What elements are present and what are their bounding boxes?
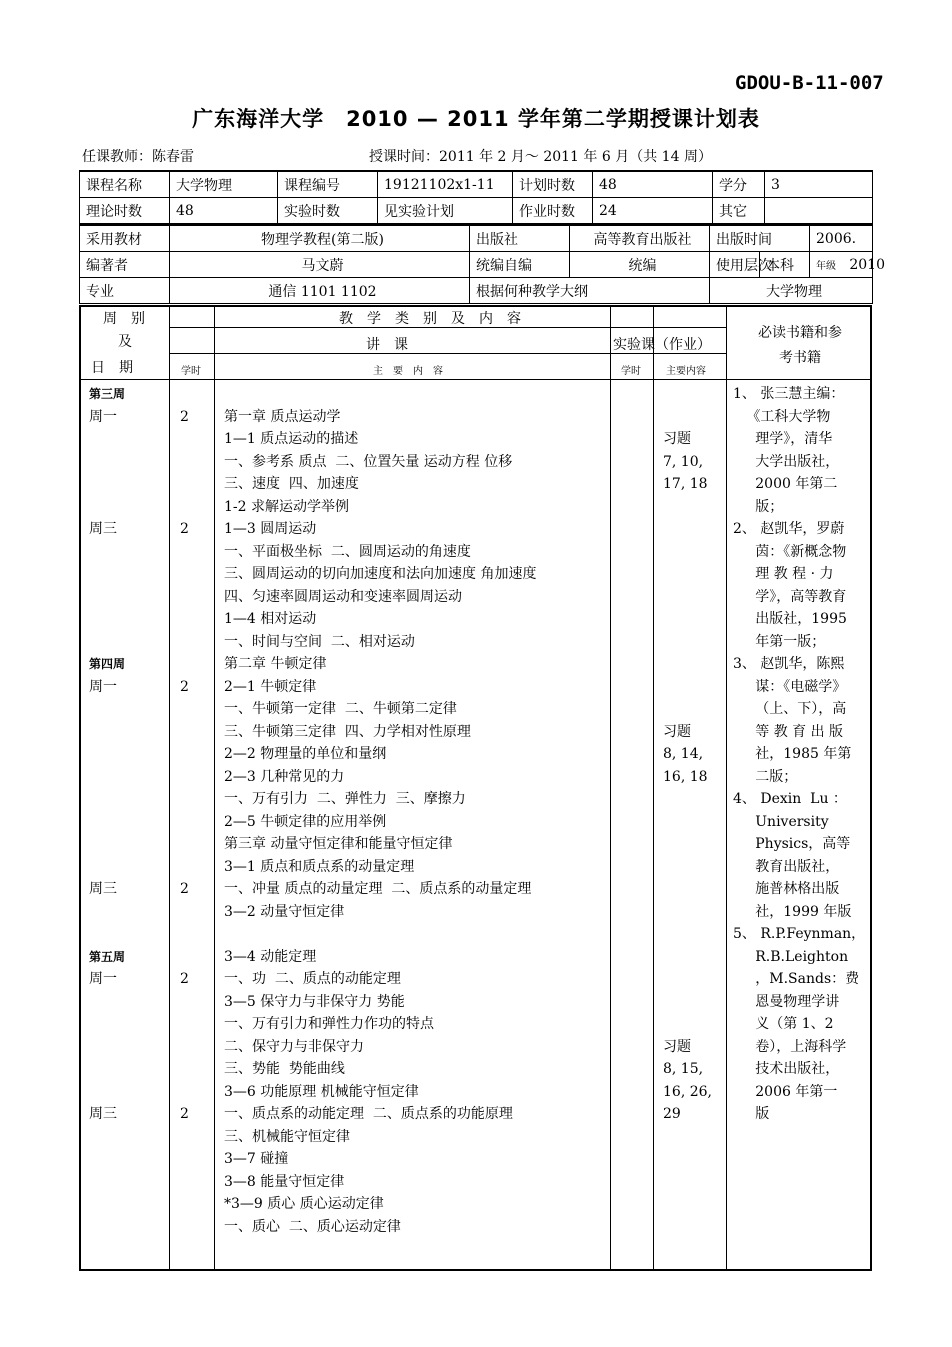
- info-cell: 大学物理: [170, 171, 278, 198]
- date-column: [89, 383, 125, 1126]
- date-line: 周三: [89, 1106, 117, 1122]
- document-code: GDOU-B-11-007: [735, 72, 884, 94]
- info-cell: 课程名称: [80, 171, 170, 198]
- page-title: 广东海洋大学 2010 — 2011 学年第二学期授课计划表: [192, 107, 760, 131]
- info-cell: 实验时数: [278, 198, 378, 224]
- content-header: 主 要 内 容: [373, 366, 443, 377]
- info-cell: 出版时间: [710, 225, 810, 252]
- lab-header: 实验课（作业）: [613, 337, 711, 353]
- info-cell: 根据何种教学大纲: [470, 278, 710, 304]
- textbook-table: [79, 224, 885, 304]
- info-cell: 学分: [713, 171, 765, 198]
- info-cell: 课程编号: [278, 171, 378, 198]
- category-header: 教 学 类 别 及 内 容: [339, 311, 521, 327]
- info-cell: 其它: [713, 198, 765, 224]
- hours-header: 学时: [181, 366, 201, 377]
- info-cell: 作业时数: [513, 198, 593, 224]
- column-divider: [214, 307, 215, 1269]
- info-cell: 理论时数: [80, 198, 170, 224]
- date-line: 周一: [89, 678, 117, 695]
- week-header: 周 别: [103, 311, 145, 327]
- info-cell: 采用教材: [80, 225, 170, 252]
- date-line: 周一: [89, 408, 117, 425]
- column-divider: [169, 307, 170, 1269]
- info-row-2: [80, 198, 873, 224]
- info-cell: 本科: [760, 252, 810, 278]
- books-header: 必读书籍和参考书籍: [758, 325, 842, 366]
- time-label: 授课时间：2011 年 2 月～ 2011 年 6 月（共 14 周）: [369, 149, 712, 165]
- info-cell: 年级 2010: [810, 252, 873, 278]
- course-info-table: [79, 170, 873, 224]
- lab-content-column: 习题 7, 10, 17, 18 习题 8, 14, 16, 18 习题 8, 15, 16, 26, 29: [663, 431, 712, 1122]
- date-line: 第三周: [89, 387, 126, 401]
- column-divider: [653, 307, 654, 1269]
- lab-content-header: 主要内容: [666, 366, 706, 377]
- books-column: 1、 张三慧主编： 《工科大学物 理学》，清华 大学出版社， 2000 年第二 版； 2、 赵凯华，罗蔚 茵：《新概念物 理 教 程 · 力 学》，高等教育 出版社，1995 年第一版； 3、 赵凯华，陈熙 谋：《电磁学》 （上、下），高 等 教 育 出 版 社，1985 年第 二版； 4、 Dexin Lu ： University Physics，高等 教育出版社， 施普林格出版 社，1999 年版 5、 R.P.Feynman， R.B.Leighton ，M.Sands：费 恩曼物理学讲 义（第 1、2 卷），上海科学 技术出版社， 2006 年第一 版: [733, 386, 866, 1122]
- column-divider: [610, 307, 611, 1269]
- date-line: 周三: [89, 521, 117, 537]
- lab-hours-header: 学时: [621, 366, 641, 377]
- hours-column: 2 2 2 2 2 2: [180, 408, 189, 1122]
- info-cell: 3: [765, 171, 873, 198]
- info-cell: 出版社: [470, 225, 570, 252]
- schedule-table: [79, 305, 872, 1271]
- info-row-4: [80, 252, 873, 278]
- info-cell: 马文蔚: [170, 252, 470, 278]
- week-header: 及: [118, 334, 132, 350]
- info-row-5: [80, 278, 873, 304]
- info-row-3: [80, 225, 873, 252]
- date-line: 第五周: [89, 949, 126, 964]
- info-cell: 大学物理: [710, 278, 873, 304]
- content-column: 第一章 质点运动学 1—1 质点运动的描述 一、参考系 质点 二、位置矢量 运动方程 位移 三、速度 四、加速度 1-2 求解运动学举例 1—3 圆周运动 一、平面极坐标 二、圆周运动的角速度 三、圆周运动的切向加速度和法向加速度 角加速度 四、匀速率圆周运动和变速率圆周运动 1—4 相对运动 一、时间与空间 二、相对运动 第二章 牛顿定律 2—1 牛顿定律 一、牛顿第一定律 二、牛顿第二定律 三、牛顿第三定律 四、力学相对性原理 2—2 物理量的单位和量纲 2—3 几种常见的力 一、万有引力 二、弹性力 三、摩擦力 2—5 牛顿定律的应用举例 第三章 动量守恒定律和能量守恒定律 3—1 质点和质点系的动量定理 一、冲量 质点的动量定理 二、质点系的动量定理 3—2 动量守恒定律 3—4 动能定理 一、功 二、质点的动能定理 3—5 保守力与非保守力 势能 一、万有引力和弹性力作功的特点 二、保守力与非保守力 三、势能 势能曲线 3—6 功能原理 机械能守恒定律 一、质点系的动能定理 二、质点系的功能原理 三、机械能守恒定律 3—7 碰撞 3—8 能量守恒定律 *3—9 质心 质心运动定律 一、质心 二、质心运动定律: [224, 408, 537, 1235]
- date-line: 周一: [89, 971, 117, 987]
- info-cell: 见实验计划: [378, 198, 513, 224]
- info-cell: 通信 1101 1102: [170, 278, 470, 304]
- info-cell: 计划时数: [513, 171, 593, 198]
- info-cell: 统编自编: [470, 252, 570, 278]
- info-cell: 24: [593, 198, 713, 224]
- week-header: 日 期: [91, 360, 133, 376]
- info-cell: 使用层次: [710, 252, 760, 278]
- date-line: 周三: [89, 881, 117, 897]
- lecture-header: 讲 课: [366, 337, 408, 353]
- row-divider: [81, 379, 870, 380]
- info-cell: 统编: [570, 252, 710, 278]
- info-cell: 物理学教程(第二版): [170, 225, 470, 252]
- teacher-label: 任课教师：陈春雷: [82, 149, 194, 165]
- info-row-1: [80, 171, 873, 198]
- info-cell: 高等教育出版社: [570, 225, 710, 252]
- info-cell: [765, 198, 873, 224]
- info-cell: 专业: [80, 278, 170, 304]
- info-cell: 19121102x1-11: [378, 171, 513, 198]
- info-cell: 2006.: [810, 225, 873, 252]
- info-cell: 编著者: [80, 252, 170, 278]
- info-cell: 48: [170, 198, 278, 224]
- date-line: 第四周: [89, 657, 126, 671]
- column-divider: [726, 307, 727, 1269]
- info-cell: 48: [593, 171, 713, 198]
